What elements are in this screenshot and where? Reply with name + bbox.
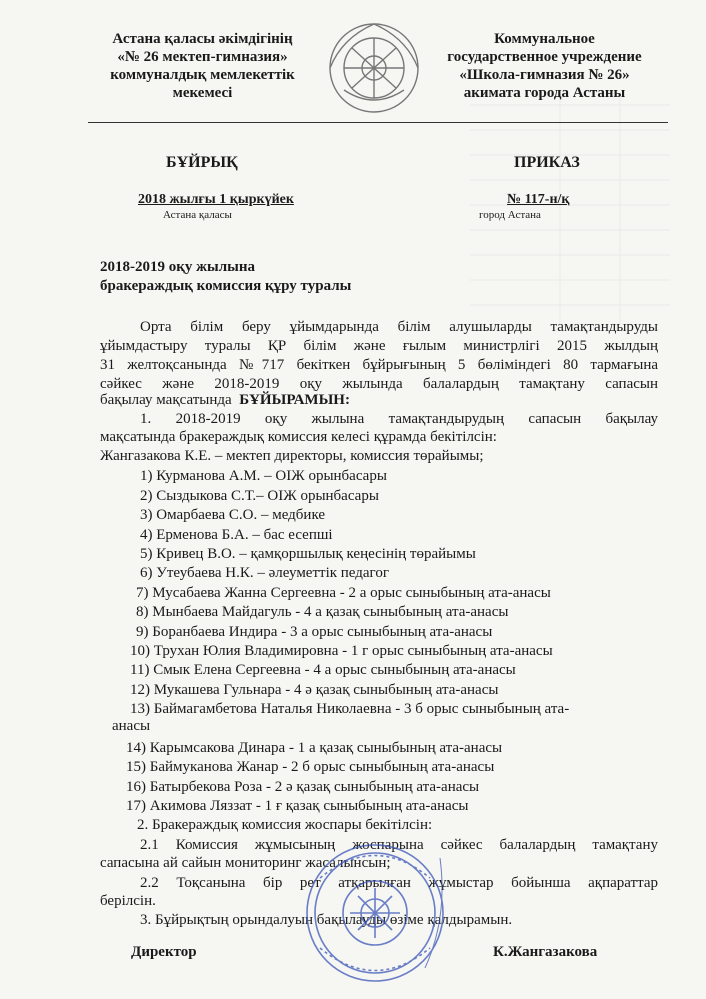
order-number: № 117-н/қ (507, 192, 570, 207)
member-item: 3) Омарбаева С.О. – медбике (140, 507, 326, 523)
item3: 3. Бұйрықтың орындалуын бақылауды өзіме қалдырамын. (140, 912, 513, 928)
member-item: 10) Трухан Юлия Владимировна - 1 г орыс сыныбының ата-анасы (130, 643, 553, 659)
preamble-line-5: бақылау мақсатында БҰЙЫРАМЫН: (100, 392, 350, 408)
member-item: 2) Сыздыкова С.Т.– ОІЖ орынбасары (140, 488, 379, 504)
order-title-ru: ПРИКАЗ (514, 154, 580, 171)
member-item: 1) Курманова А.М. – ОІЖ орынбасары (140, 468, 387, 484)
preamble-line-3: 31 желтоқсанында №717 бекіткен бұйрығының 5 бөліміндегі 80 тармағына (100, 357, 658, 373)
city-kz: Астана қаласы (163, 209, 232, 221)
signature-name: К.Жангазакова (493, 944, 598, 960)
preamble-line-4: сәйкес және 2018-2019 оқу жылында балалардың тамақтану сапасын (100, 376, 658, 392)
item2-2-line-2: берілсін. (100, 893, 156, 909)
org-name-kz: Астана қаласы әкімдігінің «№ 26 мектеп-гимназия» коммуналдық мемлекеттік мекемесі (110, 31, 295, 101)
org-name-ru: Коммунальное государственное учреждение «Школа-гимназия № 26» акимата города Астаны (447, 31, 642, 101)
member-item-continuation: анасы (112, 718, 151, 734)
item2-1-line-1: 2.1 Комиссия жұмысының жоспарына сәйкес балалардың тамақтану (140, 837, 658, 853)
commission-chair: Жангазакова К.Е. – мектеп директоры, комиссия төрайымы; (100, 448, 484, 464)
member-item: 13) Баймагамбетова Наталья Николаевна - 3 б орыс сыныбының ата- (130, 701, 570, 717)
member-item: 5) Кривец В.О. – қамқоршылық кеңесінің төрайымы (140, 546, 476, 562)
member-item: 14) Карымсакова Динара - 1 а қазақ сыныбының ата-анасы (126, 740, 503, 756)
member-item: 6) Утеубаева Н.К. – әлеуметтік педагог (140, 565, 389, 581)
member-item: 7) Мусабаева Жанна Сергеевна - 2 а орыс сыныбының ата-анасы (136, 585, 551, 601)
item2-2-line-1: 2.2 Тоқсанына бір рет атқарылған жұмыстар бойынша ақпараттар (140, 875, 658, 891)
city-ru: город Астана (479, 209, 541, 221)
item2-1-line-2: сапасына ай сайын мониторинг жасалынсын; (100, 855, 391, 871)
order-date: 2018 жылғы 1 қыркүйек (138, 192, 294, 207)
member-item: 12) Мукашева Гульнара - 4 ә қазақ сыныбының ата-анасы (130, 682, 499, 698)
member-item: 8) Мынбаева Майдагуль - 4 а қазақ сыныбының ата-анасы (136, 604, 509, 620)
item2-title: 2. Бракераждық комиссия жоспары бекітілсін: (137, 817, 433, 833)
member-item: 4) Ерменова Б.А. – бас есепші (140, 527, 333, 543)
preamble-line-1: Орта білім беру ұйымдарында білім алушыларды тамақтандыруды (140, 319, 658, 335)
member-item: 9) Боранбаева Индира - 3 а орыс сыныбының ата-анасы (136, 624, 493, 640)
member-item: 16) Батырбекова Роза - 2 ә қазақ сыныбының ата-анасы (126, 779, 480, 795)
member-item: 11) Смык Елена Сергеевна - 4 а орыс сыныбының ата-анасы (130, 662, 516, 678)
signature-role: Директор (131, 944, 197, 960)
order-subject: 2018-2019 оқу жылына бракераждық комиссия құру туралы (100, 259, 352, 294)
state-emblem-icon (322, 18, 426, 118)
member-item: 15) Баймуканова Жанар - 2 б орыс сыныбының ата-анасы (126, 759, 495, 775)
item1-line-2: мақсатында бракераждық комиссия келесі құрамда бекітілсін: (100, 429, 497, 445)
item1-line-1: 1. 2018-2019 оқу жылына тамақтандырудың сапасын бақылау (140, 411, 658, 427)
round-stamp-icon (290, 838, 460, 988)
decree-word: БҰЙЫРАМЫН: (239, 392, 350, 408)
order-title-kz: БҰЙРЫҚ (166, 154, 238, 171)
preamble-line-2: ұйымдастыру туралы ҚР білім және ғылым министрлігі 2015 жылдың (100, 338, 658, 354)
member-item: 17) Акимова Ляззат - 1 ғ қазақ сыныбының ата-анасы (126, 798, 469, 814)
